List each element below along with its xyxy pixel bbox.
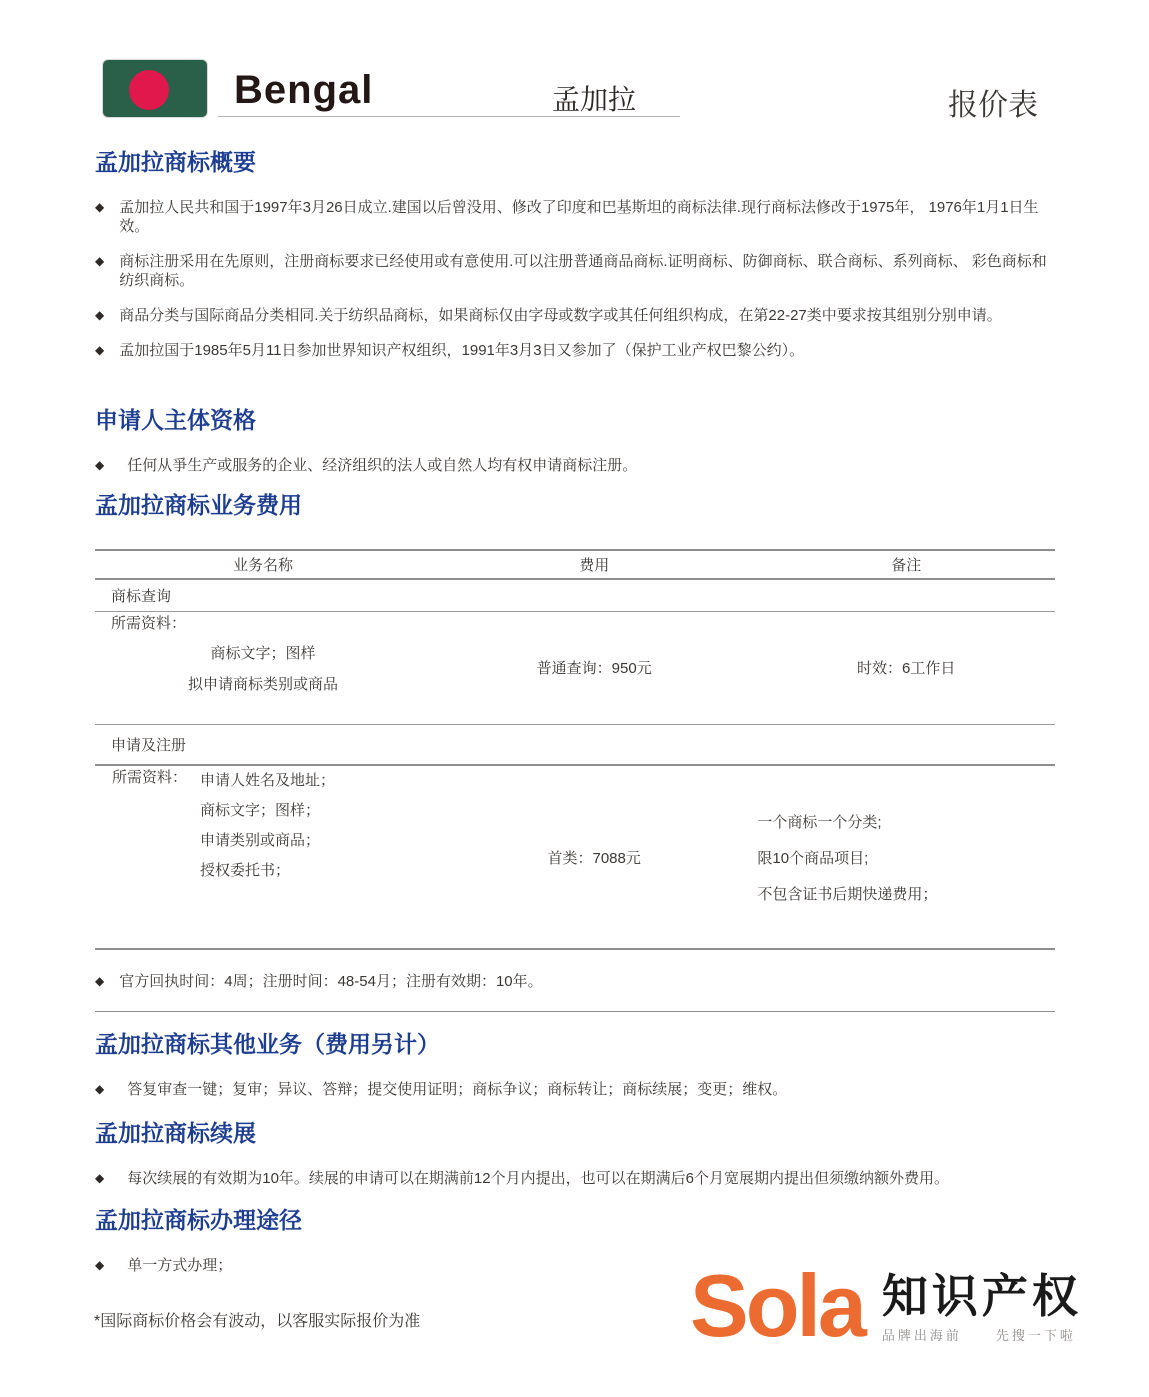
list-item: [95, 306, 1055, 325]
section-title-fees: 孟加拉商标业务费用: [95, 492, 302, 518]
country-name-english: Bengal: [234, 68, 374, 112]
list-item: [95, 341, 1055, 360]
section-title-overview: 孟加拉商标概要: [95, 149, 256, 175]
section-title-other-services: 孟加拉商标其他业务（费用另计）: [95, 1031, 440, 1057]
price-disclaimer-note: *国际商标价格会有波动，以客服实际报价为准: [94, 1313, 421, 1330]
bullet-text: 任何从爭生产或服务的企业、经济组织的法人或自然人均有权申请商标注册。: [127, 457, 638, 474]
column-header-fee: 费用: [579, 557, 610, 574]
required-item: 商标文字；图样；: [200, 802, 321, 819]
fee-table: [95, 549, 1055, 950]
bullet-text: 官方回执时间：4周；注册时间：48-54月；注册有效期：10年。: [119, 973, 543, 990]
note-value: 时效：6工作日: [857, 660, 956, 677]
list-item: [95, 252, 1055, 290]
fee-table-header-row: [95, 550, 1055, 579]
required-items: [200, 766, 335, 886]
required-item: 商标文字；图样: [210, 644, 316, 662]
notes-cell: [757, 765, 1055, 949]
logo-slogan-left: 品牌出海前: [881, 1328, 962, 1343]
required-item: 申请人姓名及地址；: [200, 772, 336, 789]
logo-slogan-right: 先搜一下啦: [995, 1328, 1076, 1343]
diamond-bullet-icon: ◆: [95, 1171, 105, 1185]
required-materials-cell: [95, 611, 431, 724]
bullet-text: 每次续展的有效期为10年。续展的申请可以在期满前12个月内提出，也可以在期满后6个月宽展期内提出但须缴纳额外费用。: [127, 1170, 949, 1187]
diamond-bullet-icon: ◆: [95, 200, 105, 214]
column-header-service: 业务名称: [232, 557, 293, 574]
column-header-note: 备注: [891, 557, 922, 574]
section-title-renewal: 孟加拉商标续展: [95, 1120, 256, 1146]
list-item: [95, 972, 1055, 991]
document-body: [95, 140, 1055, 1291]
diamond-bullet-icon: ◆: [95, 458, 105, 472]
flag-red-circle-icon: [129, 70, 169, 110]
sola-brand-wordmark: Sola: [690, 1256, 864, 1355]
group-name: 申请及注册: [111, 736, 187, 754]
list-item: [95, 1169, 1055, 1188]
bangladesh-flag-icon: [102, 59, 208, 118]
timeline-bullet-list: [95, 972, 1055, 991]
required-materials-cell: [95, 765, 431, 949]
required-item: 授权委托书；: [200, 862, 291, 879]
section-title-route: 孟加拉商标办理途径: [95, 1207, 302, 1233]
diamond-bullet-icon: ◆: [95, 343, 105, 357]
logo-suffix-label: 知识产权: [881, 1270, 1082, 1322]
required-label: 所需资料：: [112, 769, 188, 786]
fee-value: 普通查询：950元: [536, 660, 652, 677]
diamond-bullet-icon: ◆: [95, 1082, 105, 1096]
fee-value: 首类：7088元: [547, 849, 641, 867]
list-item: [95, 198, 1055, 236]
group-name: 商标查询: [111, 587, 172, 605]
table-detail-row-search: [95, 611, 1055, 724]
note-value: 一个商标一个分类;: [757, 813, 882, 831]
applicant-bullet-list: [95, 456, 1055, 475]
diamond-bullet-icon: ◆: [95, 308, 105, 322]
country-name-chinese: 孟加拉: [552, 84, 637, 115]
logo-text-block: [882, 1268, 1082, 1344]
bullet-text: 答复审查一键；复审；异议、答辩；提交使用证明；商标争议；商标转让；商标续展；变更；维权。: [127, 1081, 788, 1098]
renewal-bullet-list: [95, 1169, 1055, 1188]
bullet-text: 孟加拉人民共和国于1997年3月26日成立.建国以后曾没用、修改了印度和巴基斯坦的商标法律.现行商标法修改于1975年， 1976年1月1日生效。: [119, 199, 1039, 235]
table-detail-row-registration: [95, 765, 1055, 949]
horizontal-divider: [95, 1011, 1055, 1012]
bullet-text: 商品分类与国际商品分类相同.关于纺织品商标，如果商标仅由字母或数字或其任何组织构成，在第22-27类中要求按其组别分别申请。: [119, 307, 1002, 324]
table-group-row-registration: [95, 724, 1055, 765]
section-title-applicant: 申请人主体资格: [95, 407, 256, 433]
diamond-bullet-icon: ◆: [95, 1258, 105, 1272]
required-label: 所需资料：: [111, 614, 187, 632]
bullet-text: 商标注册采用在先原则，注册商标要求已经使用或有意使用.可以注册普通商品商标.证明商标、防御商标、联合商标、系列商标、 彩色商标和纺织商标。: [119, 253, 1047, 289]
note-value: 不包含证书后期快递费用；: [757, 885, 938, 903]
bullet-text: 单一方式办理；: [127, 1257, 233, 1274]
logo-slogan: [882, 1325, 1076, 1344]
list-item: [95, 456, 1055, 475]
other-bullet-list: [95, 1080, 1055, 1099]
diamond-bullet-icon: ◆: [95, 974, 105, 988]
required-item: 拟申请商标类别或商品: [187, 675, 338, 693]
bullet-text: 孟加拉国于1985年5月11日参加世界知识产权组织，1991年3月3日又参加了（保护工业产权巴黎公约）。: [119, 342, 805, 359]
sola-logo: [690, 1256, 1082, 1355]
note-value: 限10个商品项目;: [757, 849, 869, 867]
diamond-bullet-icon: ◆: [95, 254, 105, 268]
list-item: [95, 1080, 1055, 1099]
table-group-row-search: [95, 579, 1055, 611]
overview-bullet-list: [95, 198, 1055, 360]
required-item: 申请类别或商品；: [200, 832, 321, 849]
doc-type-label: 报价表: [948, 89, 1038, 122]
header-underline: [218, 116, 680, 117]
